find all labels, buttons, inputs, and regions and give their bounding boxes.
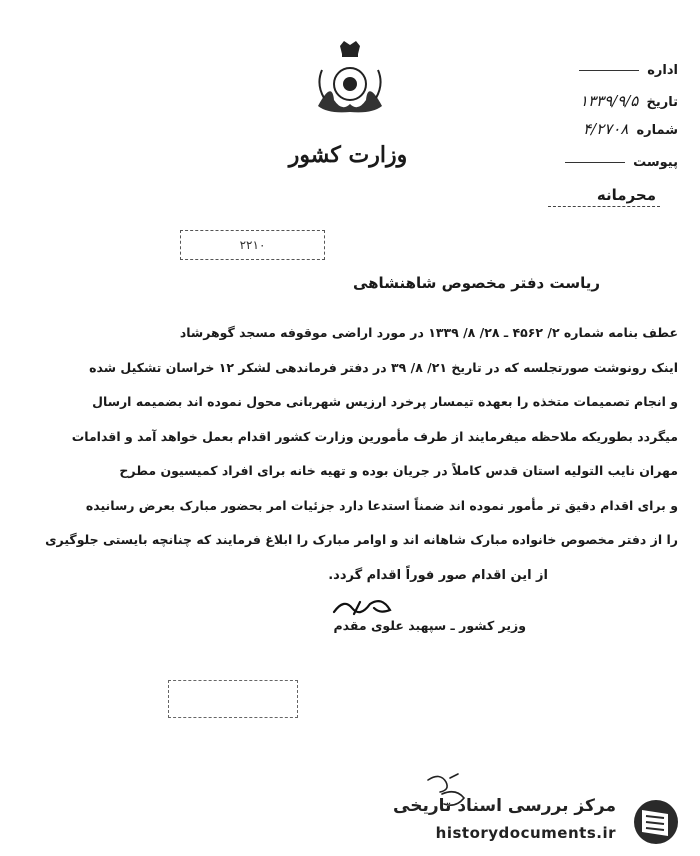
office-field: [579, 60, 678, 78]
imperial-lion-and-sun-emblem-icon: [312, 40, 388, 118]
date-field: [580, 92, 678, 110]
archive-logo-icon: [628, 796, 684, 848]
ministry-title: وزارت کشور: [288, 142, 408, 168]
number-value: ۴/۲۷۰۸: [582, 120, 629, 138]
body-line: و انجام تصمیمات متخذه را بعهده تیمسار پرخرد ارزیس شهربانی محول نموده اند بضمیمه ارسال: [92, 394, 678, 409]
office-label: اداره: [647, 63, 678, 78]
number-field: [583, 120, 678, 138]
date-label: تاریخ: [646, 95, 678, 110]
letter-addressee: ریاست دفتر مخصوص شاهنشاهی: [352, 274, 600, 292]
registry-stamp: ۲۲۱۰: [180, 230, 325, 260]
body-line: اینک رونوشت صورتجلسه که در تاریخ ۲۱/ ۸/ ۳۹ در دفتر فرماندهی لشکر ۱۲ خراسان تشکیل شده: [89, 359, 678, 375]
signer-title: وزیر کشور ـ سپهبد علوی مقدم: [333, 618, 526, 633]
body-line: را از دفتر مخصوص خانواده مبارک شاهانه اند و اوامر مبارک را ابلاغ فرمایند که چنانچه بایستی جلوگیری: [45, 532, 678, 547]
classification-mark: محرمانه: [596, 186, 656, 204]
office-underline: [579, 70, 639, 71]
watermark-url: historydocuments.ir: [435, 824, 616, 842]
handwritten-signature: [330, 594, 400, 618]
body-line: میگردد بطوریکه ملاحظه میفرمایند از طرف مأمورین وزارت کشور اقدام بعمل خواهد آمد و اقدامات: [71, 428, 678, 444]
classification-underline: [548, 206, 660, 207]
body-line: و برای اقدام دقیق تر مأمور نموده اند ضمناً استدعا دارد جزئیات امر بحضور مبارک بعرض رسانیده: [85, 497, 678, 513]
watermark-text: مرکز بررسی اسناد تاریخی: [393, 796, 616, 816]
attachment-field: [565, 152, 678, 170]
body-line: مهران نایب التولیه استان قدس کاملاً در جریان بوده و تهیه خانه برای افراد کمیسیون مطرح: [119, 463, 678, 478]
attachment-underline: [565, 162, 625, 163]
lower-registry-stamp: [168, 680, 298, 718]
number-label: شماره: [636, 123, 678, 138]
letter-closing: از این اقدام صور فوراً اقدام گردد.: [328, 568, 548, 583]
body-line: عطف بنامه شماره ۲/ ۴۵۶۲ ـ ۲۸/ ۸/ ۱۳۳۹ در مورد اراضی موقوفه مسجد گوهرشاد: [179, 325, 678, 340]
date-value: ۱۳۳۹/۹/۵: [579, 92, 639, 110]
letter-body: [13, 316, 678, 558]
attachment-label: پیوست: [633, 155, 678, 170]
